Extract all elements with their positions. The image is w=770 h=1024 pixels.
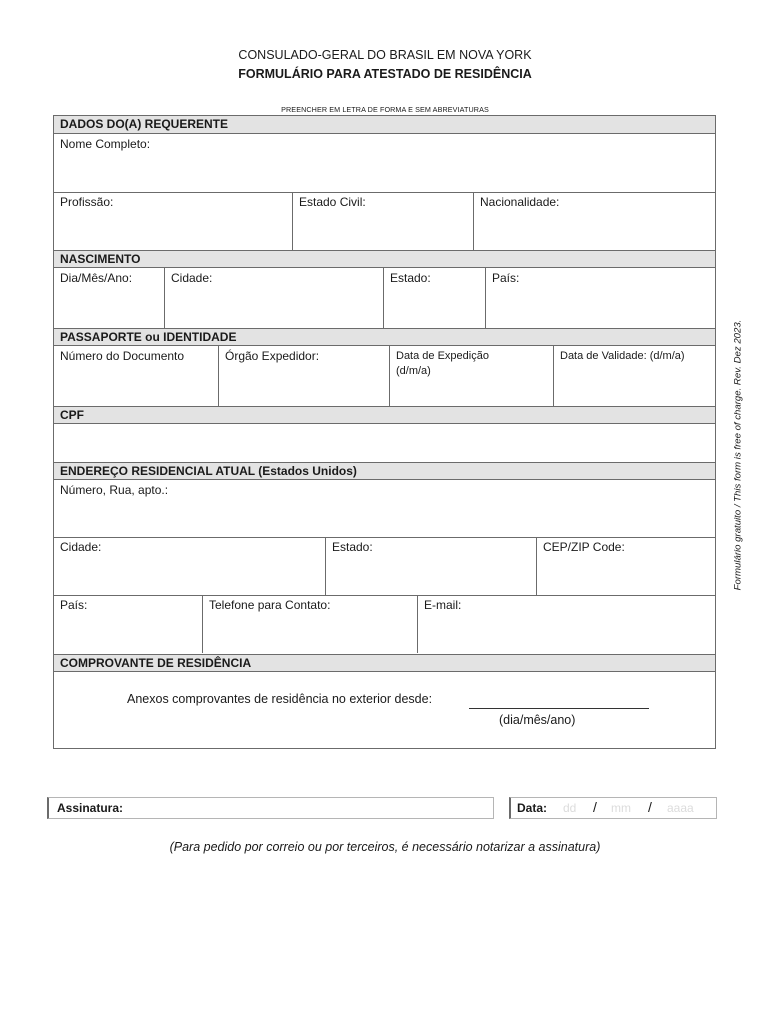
- endereco-cep-field[interactable]: [537, 537, 715, 595]
- estado-civil-field[interactable]: [293, 192, 473, 250]
- date-separator-1: /: [593, 799, 597, 815]
- cpf-field[interactable]: [54, 424, 715, 462]
- endereco-cidade-field[interactable]: [54, 537, 325, 595]
- endereco-estado-label: Estado:: [332, 540, 373, 554]
- data-expedicao-format: (d/m/a): [396, 365, 431, 377]
- data-validade-field[interactable]: [554, 346, 715, 406]
- date-field[interactable]: [509, 797, 717, 819]
- endereco-rua-label: Número, Rua, apto.:: [60, 483, 169, 497]
- section-documento-title: PASSAPORTE ou IDENTIDADE: [54, 328, 715, 346]
- nascimento-pais-field[interactable]: [486, 268, 715, 328]
- profissao-field[interactable]: [54, 192, 292, 250]
- side-note-text: Formulário gratuito / This form is free of charge. Rev. Dez 2023.: [732, 319, 744, 591]
- consulate-name: CONSULADO-GERAL DO BRASIL EM NOVA YORK: [238, 48, 532, 62]
- nome-completo-field[interactable]: [54, 134, 715, 191]
- date-label: Data:: [517, 801, 548, 815]
- comprovante-date-format: (dia/mês/ano): [499, 713, 576, 727]
- documento-numero-field[interactable]: [54, 346, 218, 406]
- endereco-pais-label: País:: [60, 598, 88, 612]
- documento-numero-label: Número do Documento: [60, 349, 185, 363]
- endereco-estado-field[interactable]: [326, 537, 536, 595]
- nascimento-estado-field[interactable]: [384, 268, 485, 328]
- date-month-placeholder[interactable]: mm: [611, 801, 631, 815]
- nascimento-pais-label: País:: [492, 271, 520, 285]
- orgao-expedidor-field[interactable]: [219, 346, 389, 406]
- section-comprovante-title: COMPROVANTE DE RESIDÊNCIA: [54, 654, 715, 672]
- fill-instruction: PREENCHER EM LETRA DE FORMA E SEM ABREVIATURAS: [281, 105, 489, 114]
- residence-form: [53, 115, 716, 749]
- section-requerente-title: DADOS DO(A) REQUERENTE: [54, 116, 715, 134]
- form-title: FORMULÁRIO PARA ATESTADO DE RESIDÊNCIA: [238, 67, 532, 81]
- comprovante-date-field[interactable]: [469, 708, 649, 709]
- orgao-expedidor-label: Órgão Expedidor:: [225, 349, 320, 363]
- profissao-label: Profissão:: [60, 195, 114, 209]
- nascimento-data-field[interactable]: [54, 268, 164, 328]
- section-nascimento-title: NASCIMENTO: [54, 250, 715, 268]
- endereco-pais-field[interactable]: [54, 595, 202, 653]
- telefone-label: Telefone para Contato:: [209, 598, 331, 612]
- nascimento-cidade-label: Cidade:: [171, 271, 213, 285]
- nacionalidade-field[interactable]: [474, 192, 715, 250]
- date-separator-2: /: [648, 799, 652, 815]
- telefone-field[interactable]: [203, 595, 418, 653]
- date-year-placeholder[interactable]: aaaa: [667, 801, 694, 815]
- endereco-rua-field[interactable]: [54, 480, 715, 537]
- nascimento-cidade-field[interactable]: [165, 268, 383, 328]
- nome-completo-label: Nome Completo:: [60, 137, 151, 151]
- nascimento-data-label: Dia/Mês/Ano:: [60, 271, 133, 285]
- comprovante-text: Anexos comprovantes de residência no exterior desde:: [127, 692, 433, 706]
- signature-field[interactable]: [47, 797, 494, 819]
- endereco-cep-label: CEP/ZIP Code:: [543, 540, 625, 554]
- endereco-cidade-label: Cidade:: [60, 540, 102, 554]
- email-label: E-mail:: [424, 598, 462, 612]
- data-expedicao-field[interactable]: [390, 346, 553, 406]
- nascimento-estado-label: Estado:: [390, 271, 431, 285]
- section-cpf-title: CPF: [54, 406, 715, 424]
- estado-civil-label: Estado Civil:: [299, 195, 366, 209]
- signature-label: Assinatura:: [57, 801, 124, 815]
- data-expedicao-label: Data de Expedição: [396, 350, 489, 362]
- date-day-placeholder[interactable]: dd: [563, 801, 577, 815]
- section-endereco-title: ENDEREÇO RESIDENCIAL ATUAL (Estados Unidos): [54, 462, 715, 480]
- email-field[interactable]: [418, 595, 715, 653]
- data-validade-label: Data de Validade: (d/m/a): [560, 350, 685, 362]
- notarization-note: (Para pedido por correio ou por terceiros, é necessário notarizar a assinatura): [169, 840, 601, 854]
- nacionalidade-label: Nacionalidade:: [480, 195, 560, 209]
